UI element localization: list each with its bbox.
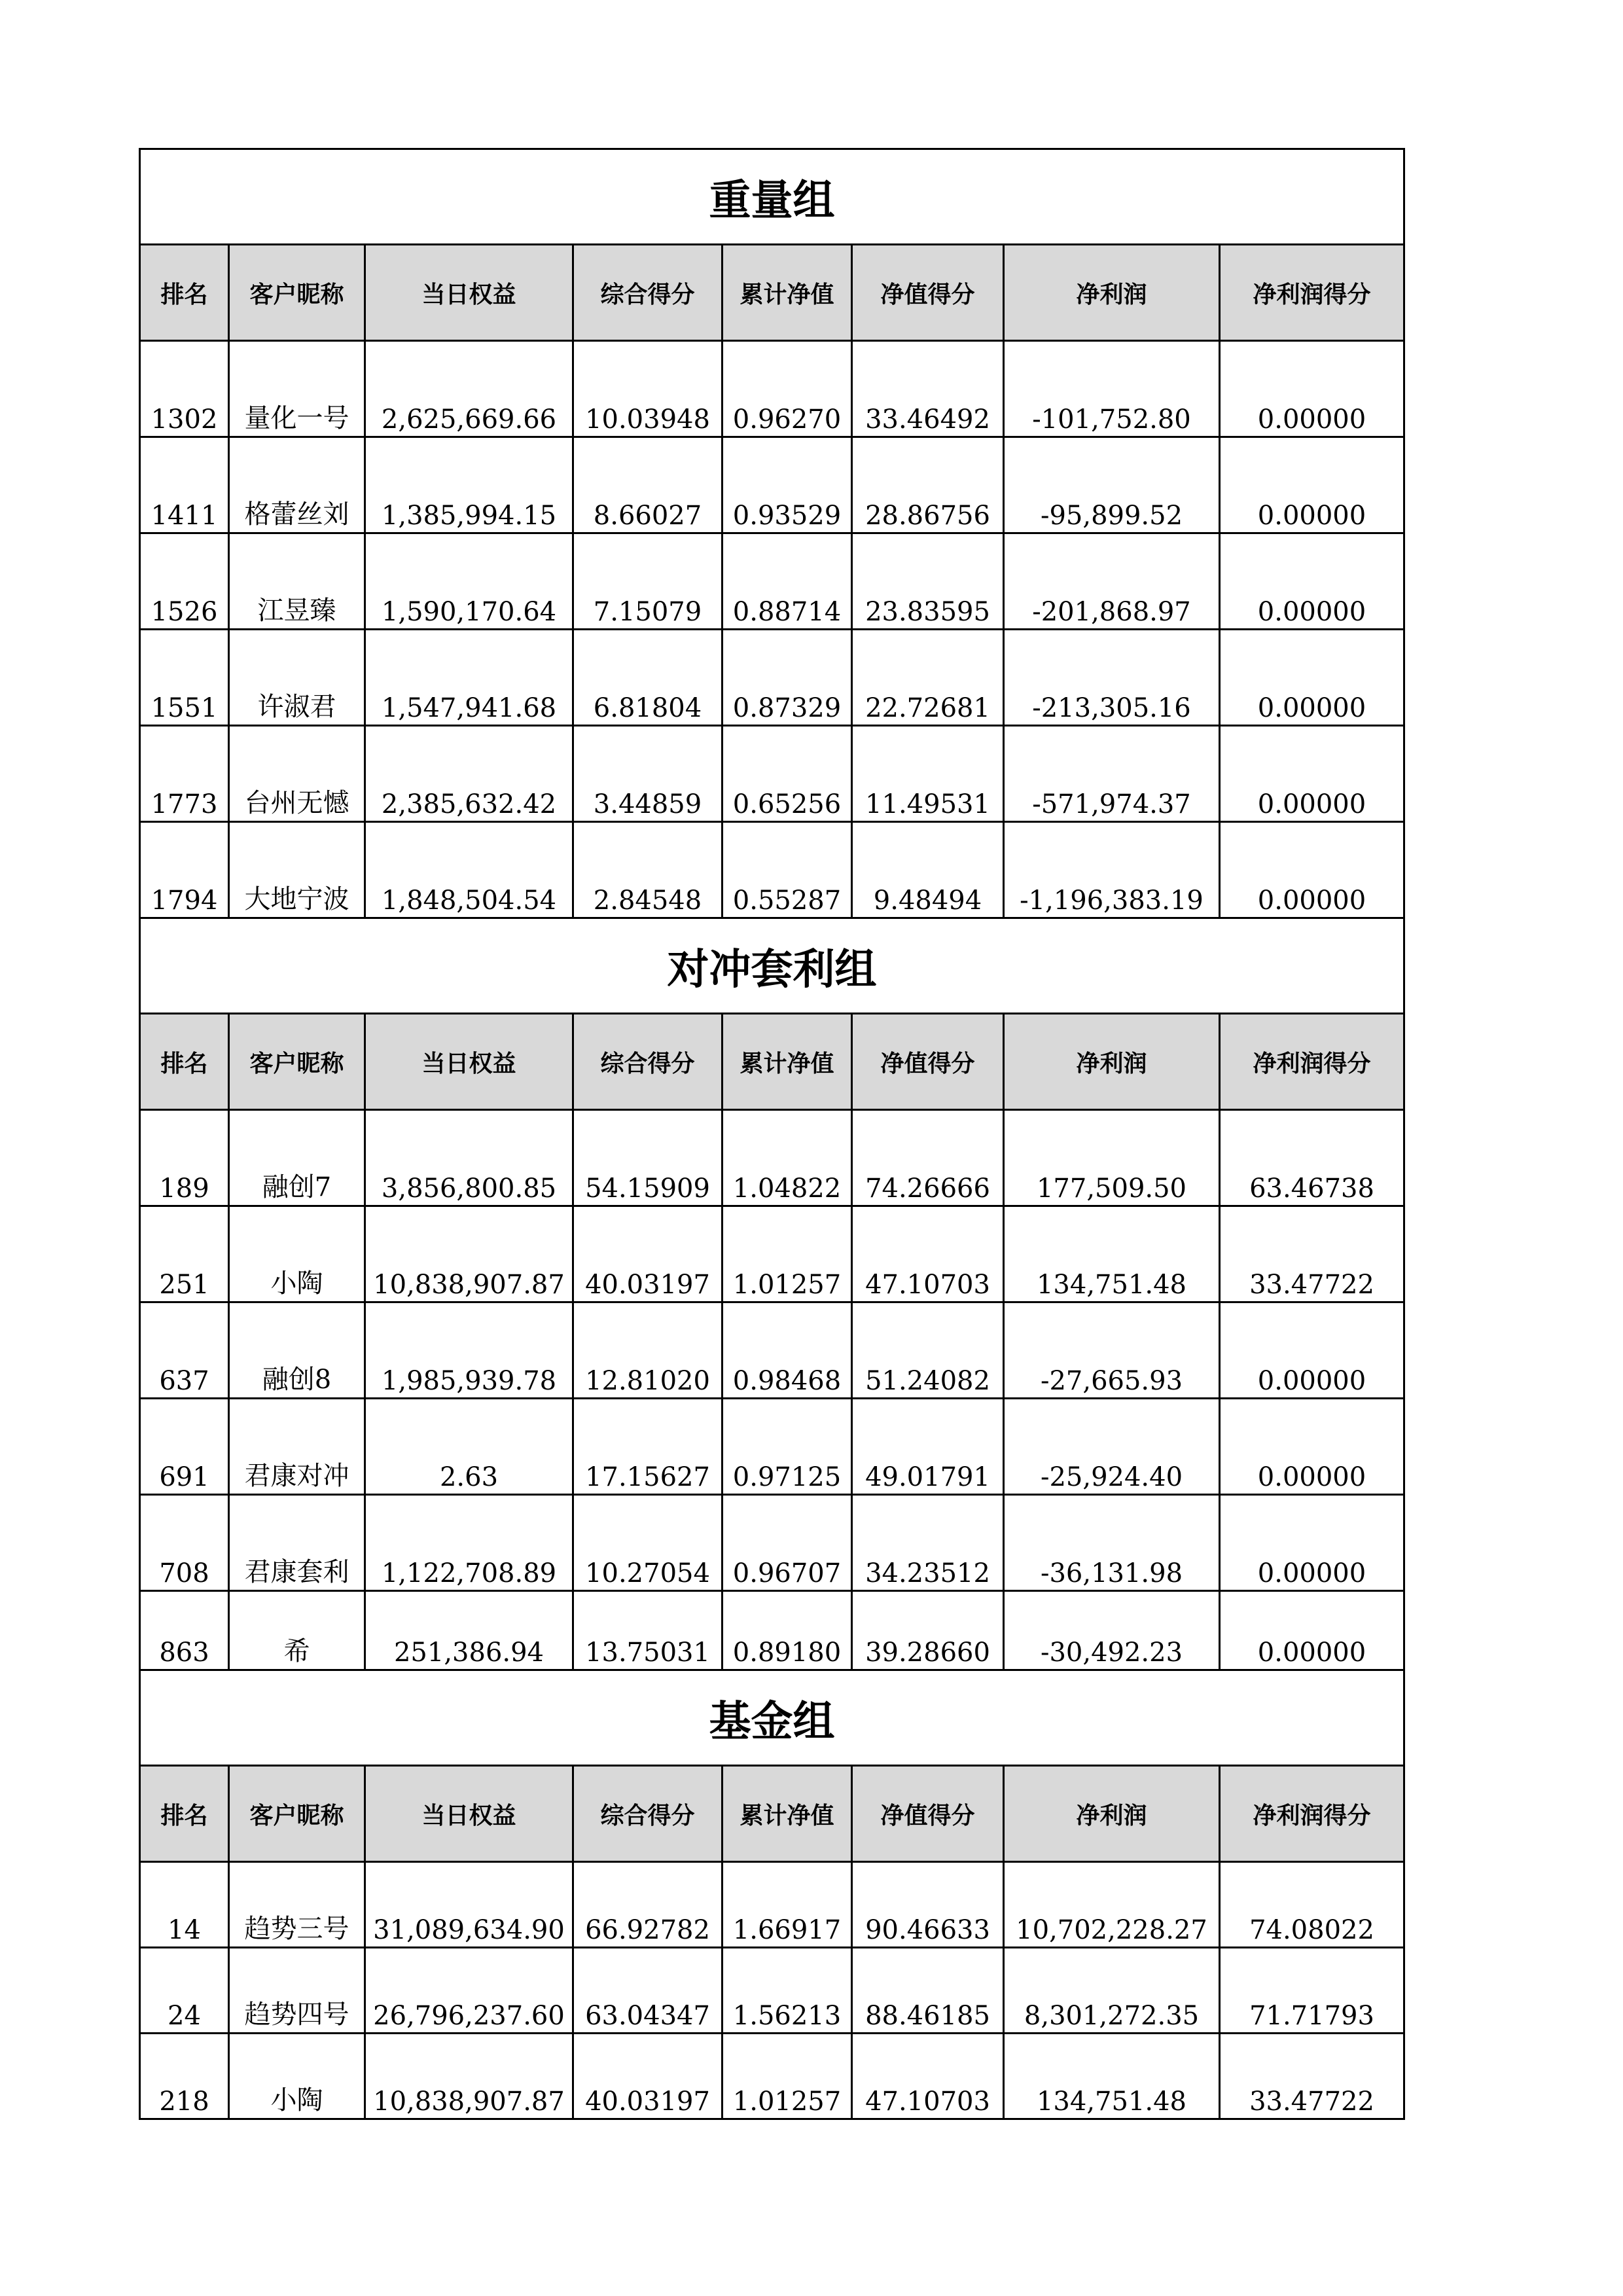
cell-nickname: 许淑君 [229, 630, 365, 726]
cell-equity: 31,089,634.90 [365, 1862, 573, 1948]
cell-equity: 10,838,907.87 [365, 2034, 573, 2119]
cell-rank: 1526 [140, 533, 229, 630]
column-header-nickname: 客户昵称 [229, 1766, 365, 1862]
group-table [139, 1671, 1405, 2120]
cell-nav: 0.65256 [722, 726, 852, 822]
group-table [139, 919, 1405, 1671]
cell-equity: 1,385,994.15 [365, 437, 573, 533]
cell-score: 13.75031 [573, 1591, 722, 1670]
cell-score: 40.03197 [573, 2034, 722, 2119]
group-title: 基金组 [140, 1671, 1404, 1766]
cell-profit-score: 0.00000 [1220, 1591, 1404, 1670]
cell-nav: 1.66917 [722, 1862, 852, 1948]
cell-nickname: 融创8 [229, 1302, 365, 1399]
cell-nav-score: 49.01791 [852, 1399, 1004, 1495]
column-header-profit-score: 净利润得分 [1220, 1766, 1404, 1862]
cell-score: 10.03948 [573, 341, 722, 437]
cell-profit-score: 0.00000 [1220, 341, 1404, 437]
table-row [140, 1948, 1404, 2034]
cell-score: 66.92782 [573, 1862, 722, 1948]
cell-nav: 1.56213 [722, 1948, 852, 2034]
cell-nav-score: 33.46492 [852, 341, 1004, 437]
cell-nickname: 大地宁波 [229, 822, 365, 918]
cell-nav-score: 51.24082 [852, 1302, 1004, 1399]
column-header-nav-score: 净值得分 [852, 245, 1004, 341]
cell-equity: 1,590,170.64 [365, 533, 573, 630]
table-row [140, 1591, 1404, 1670]
column-header-equity: 当日权益 [365, 1014, 573, 1110]
cell-equity: 1,122,708.89 [365, 1495, 573, 1591]
cell-score: 17.15627 [573, 1399, 722, 1495]
cell-nav-score: 23.83595 [852, 533, 1004, 630]
cell-nav: 0.55287 [722, 822, 852, 918]
cell-nav-score: 34.23512 [852, 1495, 1004, 1591]
cell-score: 2.84548 [573, 822, 722, 918]
column-header-nav-score: 净值得分 [852, 1014, 1004, 1110]
cell-nav-score: 47.10703 [852, 2034, 1004, 2119]
table-row [140, 1302, 1404, 1399]
cell-rank: 637 [140, 1302, 229, 1399]
cell-nav: 0.89180 [722, 1591, 852, 1670]
column-header-nickname: 客户昵称 [229, 1014, 365, 1110]
cell-rank: 1773 [140, 726, 229, 822]
cell-nickname: 小陶 [229, 2034, 365, 2119]
cell-rank: 189 [140, 1110, 229, 1206]
cell-net-profit: -30,492.23 [1004, 1591, 1220, 1670]
table-row [140, 533, 1404, 630]
cell-nickname: 格蕾丝刘 [229, 437, 365, 533]
table-row [140, 1206, 1404, 1302]
cell-net-profit: 134,751.48 [1004, 1206, 1220, 1302]
cell-net-profit: 8,301,272.35 [1004, 1948, 1220, 2034]
column-header-nav-score: 净值得分 [852, 1766, 1004, 1862]
group-title: 重量组 [140, 149, 1404, 245]
group-table [139, 148, 1405, 919]
cell-profit-score: 33.47722 [1220, 1206, 1404, 1302]
cell-rank: 691 [140, 1399, 229, 1495]
cell-nav: 1.01257 [722, 2034, 852, 2119]
cell-profit-score: 0.00000 [1220, 1399, 1404, 1495]
cell-score: 12.81020 [573, 1302, 722, 1399]
cell-net-profit: -213,305.16 [1004, 630, 1220, 726]
cell-equity: 1,848,504.54 [365, 822, 573, 918]
cell-equity: 1,985,939.78 [365, 1302, 573, 1399]
cell-nickname: 江昱臻 [229, 533, 365, 630]
column-header-rank: 排名 [140, 1766, 229, 1862]
cell-net-profit: 177,509.50 [1004, 1110, 1220, 1206]
cell-rank: 708 [140, 1495, 229, 1591]
table-row [140, 1862, 1404, 1948]
cell-equity: 251,386.94 [365, 1591, 573, 1670]
cell-nickname: 趋势三号 [229, 1862, 365, 1948]
cell-score: 54.15909 [573, 1110, 722, 1206]
column-header-nickname: 客户昵称 [229, 245, 365, 341]
cell-nickname: 君康对冲 [229, 1399, 365, 1495]
cell-score: 3.44859 [573, 726, 722, 822]
cell-nav: 0.98468 [722, 1302, 852, 1399]
cell-nav-score: 22.72681 [852, 630, 1004, 726]
cell-nav: 0.88714 [722, 533, 852, 630]
cell-score: 6.81804 [573, 630, 722, 726]
cell-equity: 10,838,907.87 [365, 1206, 573, 1302]
cell-nav: 0.97125 [722, 1399, 852, 1495]
cell-score: 63.04347 [573, 1948, 722, 2034]
cell-score: 40.03197 [573, 1206, 722, 1302]
column-header-score: 综合得分 [573, 1014, 722, 1110]
cell-nav-score: 9.48494 [852, 822, 1004, 918]
cell-nav-score: 28.86756 [852, 437, 1004, 533]
column-header-profit-score: 净利润得分 [1220, 245, 1404, 341]
cell-rank: 863 [140, 1591, 229, 1670]
table-row [140, 630, 1404, 726]
cell-equity: 2.63 [365, 1399, 573, 1495]
table-row [140, 822, 1404, 918]
cell-profit-score: 63.46738 [1220, 1110, 1404, 1206]
cell-nav: 1.04822 [722, 1110, 852, 1206]
cell-nickname: 君康套利 [229, 1495, 365, 1591]
cell-net-profit: -95,899.52 [1004, 437, 1220, 533]
cell-nickname: 希 [229, 1591, 365, 1670]
cell-equity: 2,385,632.42 [365, 726, 573, 822]
column-header-nav: 累计净值 [722, 1766, 852, 1862]
cell-net-profit: -201,868.97 [1004, 533, 1220, 630]
cell-score: 8.66027 [573, 437, 722, 533]
cell-nickname: 台州无憾 [229, 726, 365, 822]
column-header-net-profit: 净利润 [1004, 245, 1220, 341]
cell-nav-score: 39.28660 [852, 1591, 1004, 1670]
cell-nickname: 量化一号 [229, 341, 365, 437]
column-header-net-profit: 净利润 [1004, 1766, 1220, 1862]
table-row [140, 437, 1404, 533]
column-header-score: 综合得分 [573, 245, 722, 341]
column-header-equity: 当日权益 [365, 245, 573, 341]
cell-nav: 0.87329 [722, 630, 852, 726]
cell-equity: 1,547,941.68 [365, 630, 573, 726]
cell-score: 10.27054 [573, 1495, 722, 1591]
cell-net-profit: 10,702,228.27 [1004, 1862, 1220, 1948]
cell-profit-score: 0.00000 [1220, 726, 1404, 822]
cell-rank: 1551 [140, 630, 229, 726]
cell-nav-score: 88.46185 [852, 1948, 1004, 2034]
cell-rank: 1794 [140, 822, 229, 918]
cell-nav-score: 74.26666 [852, 1110, 1004, 1206]
column-header-profit-score: 净利润得分 [1220, 1014, 1404, 1110]
table-row [140, 1495, 1404, 1591]
cell-net-profit: -36,131.98 [1004, 1495, 1220, 1591]
cell-profit-score: 0.00000 [1220, 1495, 1404, 1591]
cell-score: 7.15079 [573, 533, 722, 630]
table-row [140, 726, 1404, 822]
column-header-rank: 排名 [140, 1014, 229, 1110]
cell-profit-score: 0.00000 [1220, 822, 1404, 918]
cell-net-profit: -25,924.40 [1004, 1399, 1220, 1495]
cell-rank: 251 [140, 1206, 229, 1302]
cell-nav-score: 11.49531 [852, 726, 1004, 822]
table-row [140, 341, 1404, 437]
column-header-nav: 累计净值 [722, 1014, 852, 1110]
cell-profit-score: 74.08022 [1220, 1862, 1404, 1948]
cell-equity: 2,625,669.66 [365, 341, 573, 437]
cell-nav: 0.96707 [722, 1495, 852, 1591]
ranking-sheet [139, 148, 1403, 2120]
cell-nav-score: 90.46633 [852, 1862, 1004, 1948]
cell-nav: 0.96270 [722, 341, 852, 437]
cell-rank: 1411 [140, 437, 229, 533]
cell-profit-score: 0.00000 [1220, 1302, 1404, 1399]
column-header-nav: 累计净值 [722, 245, 852, 341]
cell-profit-score: 0.00000 [1220, 533, 1404, 630]
cell-rank: 218 [140, 2034, 229, 2119]
cell-equity: 26,796,237.60 [365, 1948, 573, 2034]
cell-nav-score: 47.10703 [852, 1206, 1004, 1302]
cell-net-profit: 134,751.48 [1004, 2034, 1220, 2119]
cell-nav: 0.93529 [722, 437, 852, 533]
group-title: 对冲套利组 [140, 919, 1404, 1014]
column-header-net-profit: 净利润 [1004, 1014, 1220, 1110]
cell-rank: 14 [140, 1862, 229, 1948]
cell-nickname: 趋势四号 [229, 1948, 365, 2034]
table-row [140, 1110, 1404, 1206]
cell-profit-score: 33.47722 [1220, 2034, 1404, 2119]
cell-net-profit: -1,196,383.19 [1004, 822, 1220, 918]
cell-rank: 1302 [140, 341, 229, 437]
column-header-rank: 排名 [140, 245, 229, 341]
cell-net-profit: -101,752.80 [1004, 341, 1220, 437]
column-header-equity: 当日权益 [365, 1766, 573, 1862]
cell-profit-score: 71.71793 [1220, 1948, 1404, 2034]
column-header-score: 综合得分 [573, 1766, 722, 1862]
cell-rank: 24 [140, 1948, 229, 2034]
cell-net-profit: -27,665.93 [1004, 1302, 1220, 1399]
cell-profit-score: 0.00000 [1220, 630, 1404, 726]
cell-nickname: 小陶 [229, 1206, 365, 1302]
cell-net-profit: -571,974.37 [1004, 726, 1220, 822]
cell-nav: 1.01257 [722, 1206, 852, 1302]
table-row [140, 2034, 1404, 2119]
table-row [140, 1399, 1404, 1495]
cell-equity: 3,856,800.85 [365, 1110, 573, 1206]
cell-profit-score: 0.00000 [1220, 437, 1404, 533]
cell-nickname: 融创7 [229, 1110, 365, 1206]
